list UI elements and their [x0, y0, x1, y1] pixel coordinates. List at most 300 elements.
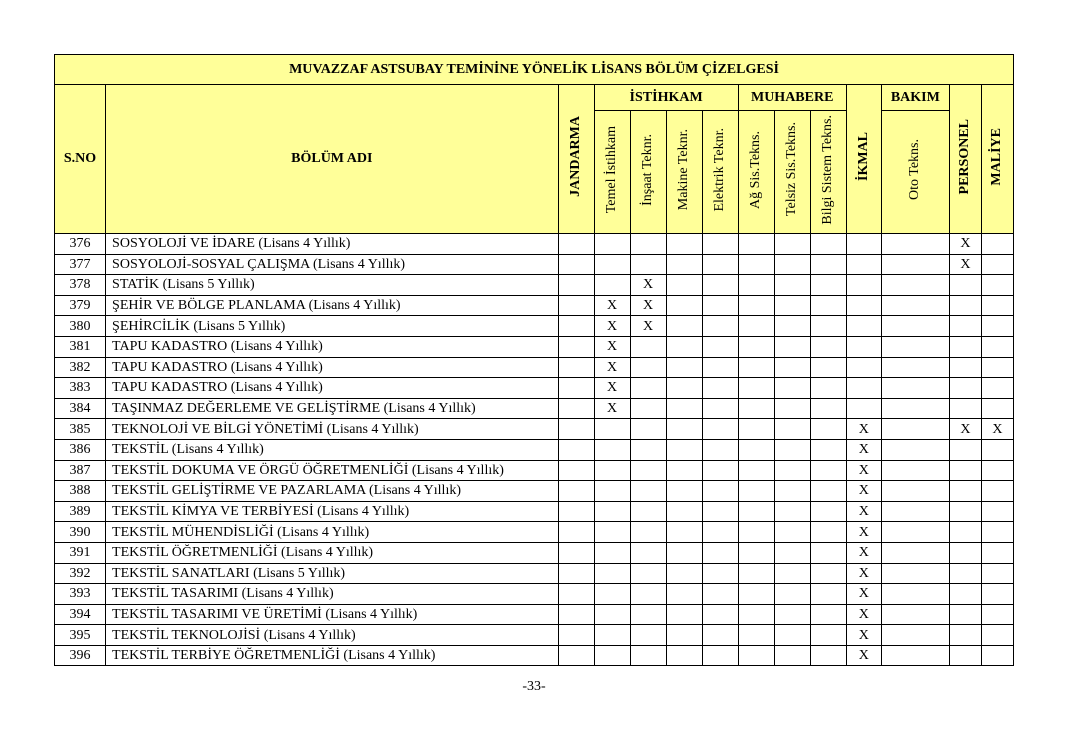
- row-mark-cell: [594, 234, 630, 255]
- row-bolum-adi: ŞEHİRCİLİK (Lisans 5 Yıllık): [106, 316, 558, 337]
- row-mark-cell: [738, 625, 774, 646]
- row-mark-cell: [558, 275, 594, 296]
- row-mark-cell: [810, 234, 846, 255]
- row-mark-cell: [702, 336, 738, 357]
- row-mark-cell: [949, 522, 981, 543]
- row-mark-cell: [594, 254, 630, 275]
- row-mark-cell: [738, 378, 774, 399]
- row-mark-cell: [630, 398, 666, 419]
- row-mark-cell: [738, 357, 774, 378]
- row-mark-cell: [981, 336, 1013, 357]
- row-mark-cell: X: [630, 275, 666, 296]
- row-mark-cell: [738, 336, 774, 357]
- row-mark-cell: [630, 625, 666, 646]
- row-mark-cell: [702, 275, 738, 296]
- header-oto-tekns: Oto Tekns.: [881, 111, 949, 234]
- row-bolum-adi: SOSYOLOJİ VE İDARE (Lisans 4 Yıllık): [106, 234, 558, 255]
- row-mark-cell: [774, 234, 810, 255]
- row-mark-cell: [881, 645, 949, 666]
- row-mark-cell: X: [846, 522, 881, 543]
- row-bolum-adi: TEKSTİL ÖĞRETMENLİĞİ (Lisans 4 Yıllık): [106, 542, 558, 563]
- table-row: [55, 460, 1014, 481]
- row-mark-cell: [594, 460, 630, 481]
- header-elektrik-teknr: Elektrik Teknr.: [702, 111, 738, 234]
- row-number: 379: [55, 295, 106, 316]
- row-number: 378: [55, 275, 106, 296]
- row-mark-cell: [881, 357, 949, 378]
- row-number: 394: [55, 604, 106, 625]
- row-number: 377: [55, 254, 106, 275]
- row-mark-cell: [666, 398, 702, 419]
- row-mark-cell: [949, 398, 981, 419]
- row-mark-cell: [630, 604, 666, 625]
- row-mark-cell: [881, 336, 949, 357]
- header-ag-sis-tekns: Ağ Sis.Tekns.: [738, 111, 774, 234]
- row-mark-cell: [810, 481, 846, 502]
- row-mark-cell: [558, 419, 594, 440]
- row-mark-cell: [949, 645, 981, 666]
- row-mark-cell: X: [846, 481, 881, 502]
- row-mark-cell: [738, 316, 774, 337]
- row-mark-cell: [810, 378, 846, 399]
- row-mark-cell: [702, 481, 738, 502]
- header-istihkam: İSTİHKAM: [594, 85, 738, 111]
- row-mark-cell: [774, 254, 810, 275]
- header-ikmal: İKMAL: [846, 85, 881, 234]
- row-bolum-adi: TAPU KADASTRO (Lisans 4 Yıllık): [106, 336, 558, 357]
- row-mark-cell: [594, 481, 630, 502]
- row-mark-cell: [981, 481, 1013, 502]
- table-row: [55, 501, 1014, 522]
- row-mark-cell: [558, 584, 594, 605]
- header-bilgi-sistem-tekns: Bilgi Sistem Tekns.: [810, 111, 846, 234]
- table-row: [55, 522, 1014, 543]
- row-mark-cell: [810, 275, 846, 296]
- row-mark-cell: [702, 460, 738, 481]
- row-mark-cell: [558, 460, 594, 481]
- table-row: [55, 357, 1014, 378]
- table-row: [55, 584, 1014, 605]
- row-mark-cell: [630, 357, 666, 378]
- row-mark-cell: [949, 439, 981, 460]
- row-mark-cell: [666, 234, 702, 255]
- row-mark-cell: [881, 542, 949, 563]
- row-bolum-adi: TEKSTİL SANATLARI (Lisans 5 Yıllık): [106, 563, 558, 584]
- row-mark-cell: [810, 584, 846, 605]
- row-mark-cell: [666, 316, 702, 337]
- row-number: 389: [55, 501, 106, 522]
- row-mark-cell: [702, 316, 738, 337]
- row-mark-cell: X: [846, 439, 881, 460]
- row-mark-cell: [630, 563, 666, 584]
- row-mark-cell: [738, 584, 774, 605]
- row-mark-cell: [738, 275, 774, 296]
- table-row: [55, 316, 1014, 337]
- row-mark-cell: [666, 645, 702, 666]
- row-mark-cell: [558, 378, 594, 399]
- table-row: [55, 398, 1014, 419]
- row-mark-cell: [702, 234, 738, 255]
- row-mark-cell: [881, 481, 949, 502]
- row-mark-cell: [949, 357, 981, 378]
- row-mark-cell: [702, 604, 738, 625]
- row-mark-cell: [594, 604, 630, 625]
- row-mark-cell: [738, 604, 774, 625]
- row-mark-cell: [702, 254, 738, 275]
- row-mark-cell: [774, 542, 810, 563]
- row-mark-cell: [810, 522, 846, 543]
- row-mark-cell: [981, 501, 1013, 522]
- row-mark-cell: [981, 378, 1013, 399]
- row-bolum-adi: TAPU KADASTRO (Lisans 4 Yıllık): [106, 378, 558, 399]
- row-mark-cell: [881, 501, 949, 522]
- row-mark-cell: [702, 419, 738, 440]
- row-bolum-adi: TEKSTİL TASARIMI VE ÜRETİMİ (Lisans 4 Yıllık): [106, 604, 558, 625]
- row-bolum-adi: SOSYOLOJİ-SOSYAL ÇALIŞMA (Lisans 4 Yıllık): [106, 254, 558, 275]
- row-mark-cell: X: [594, 378, 630, 399]
- row-mark-cell: [846, 316, 881, 337]
- row-number: 380: [55, 316, 106, 337]
- row-mark-cell: X: [846, 604, 881, 625]
- bolum-table: [54, 54, 1014, 666]
- row-mark-cell: [702, 625, 738, 646]
- row-mark-cell: [774, 460, 810, 481]
- row-mark-cell: [981, 254, 1013, 275]
- row-mark-cell: [881, 563, 949, 584]
- row-mark-cell: [949, 584, 981, 605]
- row-mark-cell: X: [594, 336, 630, 357]
- row-mark-cell: [702, 542, 738, 563]
- row-number: 387: [55, 460, 106, 481]
- row-mark-cell: [774, 584, 810, 605]
- row-mark-cell: [630, 336, 666, 357]
- row-mark-cell: [666, 604, 702, 625]
- row-mark-cell: [981, 439, 1013, 460]
- row-mark-cell: [666, 419, 702, 440]
- row-mark-cell: [630, 645, 666, 666]
- row-mark-cell: [738, 522, 774, 543]
- row-bolum-adi: TEKSTİL (Lisans 4 Yıllık): [106, 439, 558, 460]
- row-mark-cell: [810, 254, 846, 275]
- row-mark-cell: [558, 234, 594, 255]
- row-mark-cell: [981, 604, 1013, 625]
- row-mark-cell: [558, 563, 594, 584]
- row-mark-cell: [558, 481, 594, 502]
- row-mark-cell: [881, 378, 949, 399]
- row-mark-cell: [630, 522, 666, 543]
- row-mark-cell: [666, 378, 702, 399]
- row-mark-cell: [981, 316, 1013, 337]
- row-mark-cell: [981, 625, 1013, 646]
- table-row: [55, 295, 1014, 316]
- row-mark-cell: [881, 254, 949, 275]
- row-mark-cell: [666, 336, 702, 357]
- row-mark-cell: [846, 234, 881, 255]
- row-bolum-adi: TAPU KADASTRO (Lisans 4 Yıllık): [106, 357, 558, 378]
- row-mark-cell: [594, 419, 630, 440]
- row-mark-cell: [594, 584, 630, 605]
- row-mark-cell: [558, 625, 594, 646]
- row-mark-cell: [594, 522, 630, 543]
- table-row: [55, 604, 1014, 625]
- row-mark-cell: [810, 460, 846, 481]
- header-makine-teknr: Makine Teknr.: [666, 111, 702, 234]
- table-row: [55, 254, 1014, 275]
- row-mark-cell: [949, 542, 981, 563]
- row-mark-cell: [666, 295, 702, 316]
- row-mark-cell: [810, 604, 846, 625]
- row-mark-cell: [630, 234, 666, 255]
- header-muhabere: MUHABERE: [738, 85, 846, 111]
- row-mark-cell: [846, 275, 881, 296]
- table-row: [55, 234, 1014, 255]
- row-mark-cell: [981, 522, 1013, 543]
- row-mark-cell: [810, 357, 846, 378]
- row-mark-cell: [666, 275, 702, 296]
- row-mark-cell: [702, 439, 738, 460]
- row-mark-cell: X: [981, 419, 1013, 440]
- row-mark-cell: X: [949, 254, 981, 275]
- row-mark-cell: [774, 522, 810, 543]
- row-mark-cell: [630, 460, 666, 481]
- row-mark-cell: [666, 625, 702, 646]
- table-row: [55, 336, 1014, 357]
- row-mark-cell: [774, 398, 810, 419]
- row-mark-cell: [846, 357, 881, 378]
- row-mark-cell: [949, 316, 981, 337]
- row-mark-cell: [810, 316, 846, 337]
- row-mark-cell: X: [594, 357, 630, 378]
- row-number: 388: [55, 481, 106, 502]
- row-mark-cell: [981, 460, 1013, 481]
- row-number: 383: [55, 378, 106, 399]
- row-mark-cell: X: [846, 460, 881, 481]
- row-mark-cell: X: [594, 398, 630, 419]
- row-number: 390: [55, 522, 106, 543]
- row-mark-cell: [949, 460, 981, 481]
- row-mark-cell: [702, 398, 738, 419]
- header-telsiz-sis-tekns: Telsiz Sis.Tekns.: [774, 111, 810, 234]
- row-mark-cell: [594, 625, 630, 646]
- row-mark-cell: [949, 625, 981, 646]
- row-mark-cell: [810, 398, 846, 419]
- row-mark-cell: [666, 563, 702, 584]
- row-mark-cell: [774, 336, 810, 357]
- row-mark-cell: [810, 439, 846, 460]
- row-mark-cell: [738, 419, 774, 440]
- table-row: [55, 542, 1014, 563]
- row-mark-cell: [810, 501, 846, 522]
- row-mark-cell: [949, 481, 981, 502]
- table-row: [55, 419, 1014, 440]
- row-mark-cell: [774, 419, 810, 440]
- row-mark-cell: [666, 522, 702, 543]
- table-row: [55, 563, 1014, 584]
- row-mark-cell: [594, 275, 630, 296]
- header-personel: PERSONEL: [949, 85, 981, 234]
- row-mark-cell: [702, 357, 738, 378]
- row-number: 393: [55, 584, 106, 605]
- row-mark-cell: [774, 481, 810, 502]
- row-mark-cell: X: [594, 316, 630, 337]
- row-mark-cell: [774, 316, 810, 337]
- row-mark-cell: [738, 234, 774, 255]
- row-mark-cell: [666, 254, 702, 275]
- row-mark-cell: [666, 501, 702, 522]
- row-mark-cell: [558, 439, 594, 460]
- row-mark-cell: [881, 460, 949, 481]
- row-mark-cell: [558, 295, 594, 316]
- row-mark-cell: [702, 501, 738, 522]
- row-mark-cell: [810, 563, 846, 584]
- row-mark-cell: [702, 295, 738, 316]
- row-mark-cell: [630, 419, 666, 440]
- row-bolum-adi: STATİK (Lisans 5 Yıllık): [106, 275, 558, 296]
- row-mark-cell: [630, 542, 666, 563]
- row-mark-cell: X: [846, 584, 881, 605]
- row-mark-cell: [881, 604, 949, 625]
- row-mark-cell: [702, 645, 738, 666]
- row-mark-cell: [738, 398, 774, 419]
- row-mark-cell: [738, 481, 774, 502]
- row-mark-cell: [666, 439, 702, 460]
- table-body: [55, 234, 1014, 666]
- row-mark-cell: X: [846, 542, 881, 563]
- row-mark-cell: [738, 501, 774, 522]
- row-mark-cell: [558, 398, 594, 419]
- row-mark-cell: [738, 460, 774, 481]
- row-mark-cell: [630, 481, 666, 502]
- row-number: 391: [55, 542, 106, 563]
- row-bolum-adi: TEKSTİL TASARIMI (Lisans 4 Yıllık): [106, 584, 558, 605]
- row-mark-cell: [981, 563, 1013, 584]
- row-mark-cell: [774, 357, 810, 378]
- row-mark-cell: [981, 295, 1013, 316]
- row-bolum-adi: ŞEHİR VE BÖLGE PLANLAMA (Lisans 4 Yıllık): [106, 295, 558, 316]
- row-mark-cell: X: [846, 501, 881, 522]
- row-bolum-adi: TEKNOLOJİ VE BİLGİ YÖNETİMİ (Lisans 4 Yıllık): [106, 419, 558, 440]
- row-mark-cell: [846, 295, 881, 316]
- row-mark-cell: [666, 542, 702, 563]
- row-mark-cell: [738, 439, 774, 460]
- table-row: [55, 378, 1014, 399]
- row-mark-cell: [558, 336, 594, 357]
- row-mark-cell: [774, 645, 810, 666]
- row-mark-cell: [558, 501, 594, 522]
- row-mark-cell: [630, 501, 666, 522]
- row-mark-cell: [558, 604, 594, 625]
- table-row: [55, 439, 1014, 460]
- row-mark-cell: [738, 563, 774, 584]
- row-mark-cell: [630, 378, 666, 399]
- row-mark-cell: [981, 645, 1013, 666]
- row-mark-cell: [774, 625, 810, 646]
- row-mark-cell: [881, 584, 949, 605]
- row-number: 381: [55, 336, 106, 357]
- row-number: 386: [55, 439, 106, 460]
- row-mark-cell: [981, 542, 1013, 563]
- row-mark-cell: X: [949, 234, 981, 255]
- row-mark-cell: [666, 357, 702, 378]
- row-mark-cell: [702, 584, 738, 605]
- table-row: [55, 275, 1014, 296]
- row-number: 392: [55, 563, 106, 584]
- row-mark-cell: [949, 336, 981, 357]
- row-bolum-adi: TEKSTİL TEKNOLOJİSİ (Lisans 4 Yıllık): [106, 625, 558, 646]
- row-mark-cell: [630, 439, 666, 460]
- row-mark-cell: [774, 378, 810, 399]
- row-mark-cell: [738, 295, 774, 316]
- header-bakim: BAKIM: [881, 85, 949, 111]
- row-mark-cell: [949, 563, 981, 584]
- row-mark-cell: [666, 460, 702, 481]
- row-mark-cell: X: [630, 295, 666, 316]
- row-mark-cell: [666, 584, 702, 605]
- row-mark-cell: [558, 542, 594, 563]
- row-mark-cell: X: [846, 645, 881, 666]
- row-number: 382: [55, 357, 106, 378]
- row-mark-cell: X: [594, 295, 630, 316]
- row-mark-cell: [846, 254, 881, 275]
- row-mark-cell: [949, 604, 981, 625]
- row-mark-cell: [846, 336, 881, 357]
- row-mark-cell: [881, 522, 949, 543]
- row-bolum-adi: TEKSTİL KİMYA VE TERBİYESİ (Lisans 4 Yıllık): [106, 501, 558, 522]
- row-mark-cell: [981, 357, 1013, 378]
- row-mark-cell: [981, 234, 1013, 255]
- row-bolum-adi: TEKSTİL MÜHENDİSLİĞİ (Lisans 4 Yıllık): [106, 522, 558, 543]
- header-bolum-adi: BÖLÜM ADI: [106, 85, 558, 234]
- row-mark-cell: [949, 275, 981, 296]
- row-mark-cell: [774, 439, 810, 460]
- row-mark-cell: [774, 295, 810, 316]
- header-jandarma: JANDARMA: [558, 85, 594, 234]
- row-mark-cell: [881, 275, 949, 296]
- row-number: 396: [55, 645, 106, 666]
- row-mark-cell: X: [846, 563, 881, 584]
- row-mark-cell: [558, 522, 594, 543]
- row-mark-cell: [774, 604, 810, 625]
- row-mark-cell: [558, 254, 594, 275]
- row-mark-cell: [881, 398, 949, 419]
- row-number: 385: [55, 419, 106, 440]
- header-sno: S.NO: [55, 85, 106, 234]
- row-mark-cell: [810, 542, 846, 563]
- header-insaat-teknr: İnşaat Teknr.: [630, 111, 666, 234]
- table-row: [55, 645, 1014, 666]
- row-mark-cell: [594, 563, 630, 584]
- row-number: 376: [55, 234, 106, 255]
- row-mark-cell: [949, 378, 981, 399]
- row-mark-cell: [881, 316, 949, 337]
- row-bolum-adi: TAŞINMAZ DEĞERLEME VE GELİŞTİRME (Lisans 4 Yıllık): [106, 398, 558, 419]
- row-mark-cell: X: [846, 625, 881, 646]
- row-mark-cell: [810, 295, 846, 316]
- row-bolum-adi: TEKSTİL DOKUMA VE ÖRGÜ ÖĞRETMENLİĞİ (Lisans 4 Yıllık): [106, 460, 558, 481]
- row-mark-cell: [738, 542, 774, 563]
- row-mark-cell: [558, 357, 594, 378]
- row-mark-cell: [774, 501, 810, 522]
- row-mark-cell: [881, 234, 949, 255]
- row-mark-cell: [774, 563, 810, 584]
- row-mark-cell: [594, 439, 630, 460]
- row-mark-cell: [881, 295, 949, 316]
- row-number: 395: [55, 625, 106, 646]
- row-mark-cell: [594, 501, 630, 522]
- row-mark-cell: [881, 439, 949, 460]
- row-mark-cell: [881, 625, 949, 646]
- row-mark-cell: [738, 254, 774, 275]
